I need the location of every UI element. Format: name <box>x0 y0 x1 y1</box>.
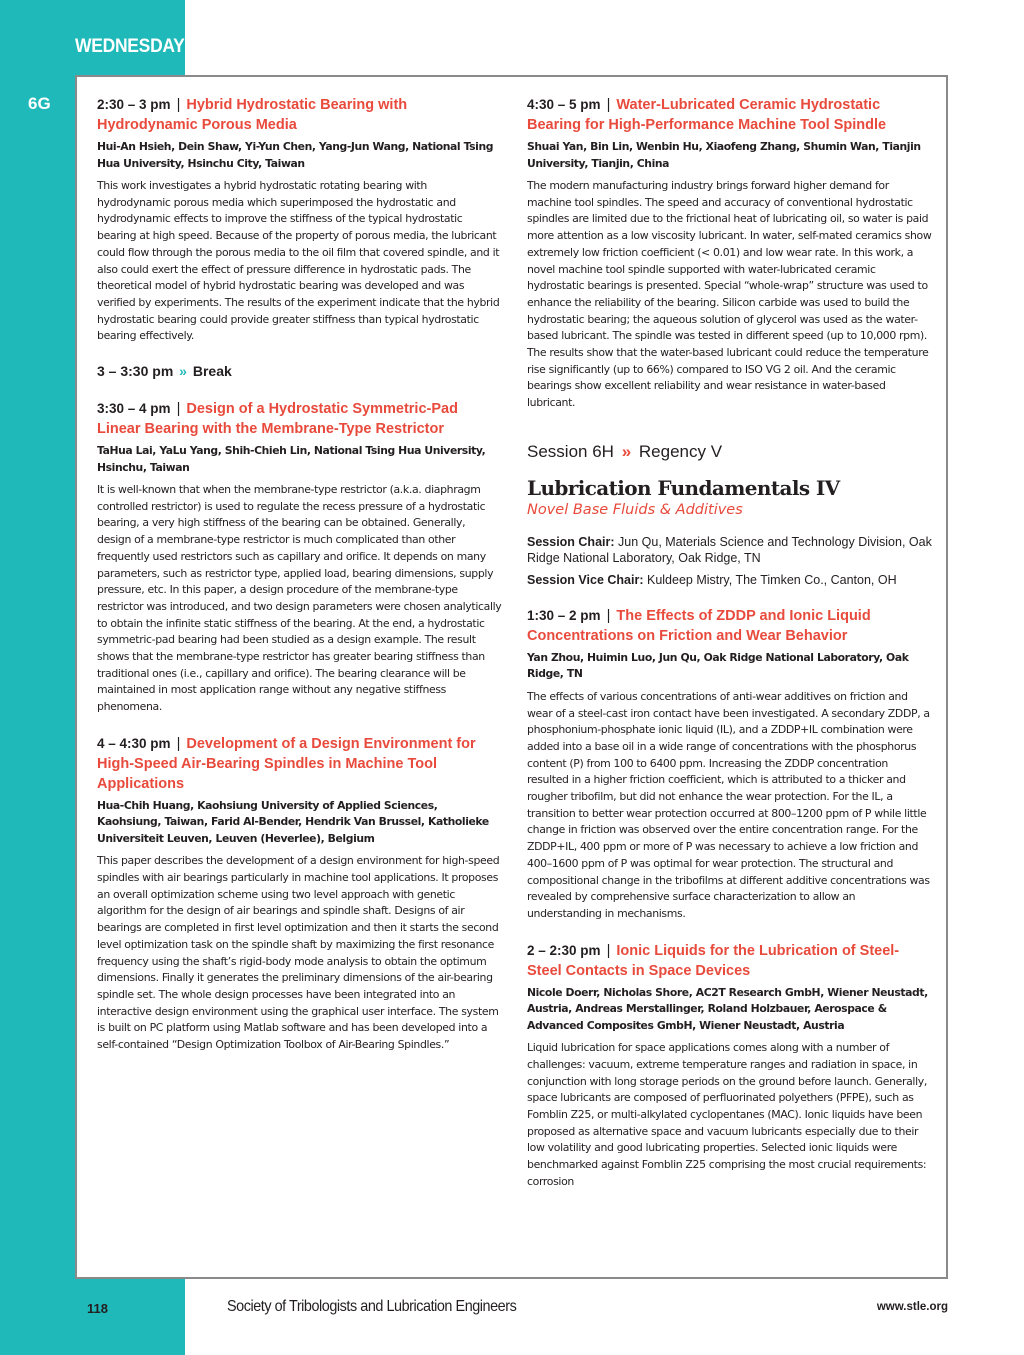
talk-title: Hybrid Hydrostatic Bearing with Hydrodynamic Porous Media <box>97 97 408 133</box>
session-prefix: Session <box>527 441 588 461</box>
vice-chair-name: Kuldeep Mistry, The Timken Co., Canton, OH <box>646 572 897 587</box>
separator: | <box>606 97 611 113</box>
left-column <box>97 95 502 1072</box>
organization-name: Society of Tribologists and Lubrication Engineers <box>227 1298 517 1315</box>
separator: | <box>176 401 181 418</box>
vice-chair-label: Session Vice Chair: <box>527 572 644 587</box>
session-chairs <box>527 534 932 588</box>
double-chevron-icon: » <box>621 441 632 461</box>
talk-heading <box>97 734 502 794</box>
talk-heading <box>527 941 932 981</box>
talk-abstract: The modern manufacturing industry brings forward higher demand for machine tool spindles. The speed and accuracy of conventional hydrostatic spindles are limited due to the frictional heat of lubricating oil, so water is paid more attention as a low viscosity lubricant. In water, self-mated ceramics show extremely low friction coefficient (< 0.01) and low wear rate. In this work, a novel machine tool spindle supported with water-lubricated ceramic hydrostatic bearings is presented. Special “whole-wrap” structure was used to enhance the reliability of the bearing. Silicon carbide was used to build the hydrostatic bearing; the aqueous solution of glycerol was used as the water-based lubricant. The spindle was tested in different speed (up to 10,000 rpm). The results show that the water-based lubricant could reduce the temperature rise significantly (up to 66%) compared to ISO VG 2 oil. And the ceramic bearings show excellent reliability and wear resistance in water-based lubricant. <box>527 179 932 410</box>
talk-time: 4 – 4:30 pm <box>97 735 171 751</box>
talk-title: Water-Lubricated Ceramic Hydrostatic Bearing for High-Performance Machine Tool Spindle <box>527 97 887 133</box>
talk-time: 1:30 – 2 pm <box>527 607 601 623</box>
website-link[interactable]: www.stle.org <box>876 1301 948 1313</box>
talk-title: Design of a Hydrostatic Symmetric-Pad Linear Bearing with the Membrane-Type Restrictor <box>97 401 458 438</box>
talk-3 <box>97 734 502 1054</box>
talk-4 <box>527 95 932 412</box>
talk-authors: Shuai Yan, Bin Lin, Wenbin Hu, Xiaofeng Zhang, Shumin Wan, Tianjin University, Tianjin, China <box>527 140 921 170</box>
separator: | <box>606 942 611 959</box>
talk-title: Development of a Design Environment for High-Speed Air-Bearing Spindles in Machine Tool Applications <box>97 735 476 792</box>
break-entry <box>97 363 502 379</box>
talk-title: The Effects of ZDDP and Ionic Liquid Concentrations on Friction and Wear Behavior <box>527 607 871 644</box>
talk-heading <box>97 95 502 135</box>
double-chevron-icon: » <box>179 363 187 380</box>
talk-6 <box>527 941 932 1191</box>
break-time: 3 – 3:30 pm <box>97 363 174 380</box>
talk-title: Ionic Liquids for the Lubrication of Steel-Steel Contacts in Space Devices <box>527 942 900 979</box>
talk-authors: TaHua Lai, YaLu Yang, Shih-Chieh Lin, National Tsing Hua University, Hsinchu, Taiwan <box>97 444 486 474</box>
talk-time: 4:30 – 5 pm <box>527 97 601 112</box>
session-subtitle: Novel Base Fluids & Additives <box>527 501 743 518</box>
talk-2 <box>97 399 502 716</box>
talk-authors: Nicole Doerr, Nicholas Shore, AC2T Research GmbH, Wiener Neustadt, Austria, Andreas Merstallinger, Roland Holzbauer, Aerospace & Advanced Composites GmbH, Wiener Neustadt, Austria <box>527 985 928 1032</box>
talk-authors: Hui-An Hsieh, Dein Shaw, Yi-Yun Chen, Yang-Jun Wang, National Tsing Hua University, Hsinchu City, Taiwan <box>97 140 494 170</box>
session-vice-chair <box>527 572 932 588</box>
talk-time: 2:30 – 3 pm <box>97 97 171 112</box>
session-chair <box>527 534 932 566</box>
talk-abstract: It is well-known that when the membrane-type restrictor (a.k.a. diaphragm controlled restrictor) is used to regulate the recess pressure of a hydrostatic bearing, a very high stiffness of the bearing can be obtained. Generally, design of a membrane-type restrictor is much complicated than other frequently used restrictors such as capillary and orifice. It depends on many parameters, such as restrictor type, applied load, bearing dimensions, supply pressure, etc. In this paper, a design procedure of the membrane-type restrictor was introduced, and two design parameters were chosen analytically to obtain the infinite static stiffness of the bearing. At the end, a hydrostatic symmetric-pad bearing had been studied as a design example. The result shows that the membrane-type restrictor has greater bearing stiffness than traditional ones (i.e., capillary and orifice). The bearing clearance will be maintained in most application range without any negative stiffness phenomena. <box>97 483 502 714</box>
session-code-6g: 6G <box>28 94 51 113</box>
talk-1 <box>97 95 502 345</box>
separator: | <box>176 735 181 752</box>
session-room: Regency V <box>638 441 723 461</box>
page-footer <box>75 1296 948 1320</box>
separator: | <box>606 607 611 624</box>
talk-heading <box>97 399 502 439</box>
talk-heading <box>527 95 932 135</box>
talk-abstract: This work investigates a hybrid hydrostatic rotating bearing with hydrodynamic porous media which superimposed the hydrostatic and hydrodynamic effects to improve the stiffness of the typical hydrostatic bearing at high speed. Because of the property of porous media, the lubricant could flow through the porous media to the oil film that covered spindle, and it also could exert the effect of pressure difference in hydrostatic pads. The theoretical model of hybrid hydrostatic bearing was developed and was verified by experiments. The results of the experiment indicate that the hybrid hydrostatic bearing could provide greater stiffness than typical hydrostatic bearing effectively. <box>97 179 500 343</box>
day-label: WEDNESDAY <box>75 36 185 57</box>
separator: | <box>176 97 181 113</box>
talk-abstract: The effects of various concentrations of anti-wear additives on friction and wear of a steel-cast iron contact have been investigated. A secondary ZDDP, a phosphonium-phosphate ionic liquid (IL), and a ZDDP+IL combination were added into a base oil in a wide range of concentrations with the phosphorus content (P) from 100 to 6400 ppm. Increasing the ZDDP concentration resulted in a higher friction coefficient, which is attributed to a thicker and rougher tribofilm, but did not enhance the wear protection. For the IL, a transition to better wear protection occurred at 800–1200 ppm of P while little change in friction was observed over the entire concentration range. For the ZDDP+IL, 400 ppm or more of P was necessary to achieve a low friction and 400–1600 ppm of P was optimal for wear protection. The structural and compositional change in the tribofilms at different additive concentrations was revealed by comprehensive surface characterization to allow an understanding in mechanisms. <box>527 689 930 920</box>
talk-abstract: Liquid lubrication for space applications comes along with a number of challenges: vacuum, extreme temperature ranges and radiation in space, in conjunction with long storage periods on the ground before launch. Generally, space lubricants are composed of perfluorinated polyethers (PFPE), such as Fomblin Z25, or multi-alkylated cyclopentanes (MAC). Ionic liquids have been proposed as alternative space and vacuum lubricants especially due to their low volatility and good lubricating properties. Selected ionic liquids were benchmarked against Fomblin Z25 comprising the most crucial requirements: corrosion <box>527 1041 927 1188</box>
talk-abstract: This paper describes the development of a design environment for high-speed spindles with air bearings particularly in machine tool applications. It proposes an overall optimization scheme using two level approach with genetic algorithm for the design of air bearings and spindle shaft. Designs of air bearings are completed in first level optimization and then it starts the second level optimization task on the spindle shaft by maximizing the first resonance frequency using the shaft’s rigid-body mode analysis to obtain the optimum dimensions. Finally it generates the preliminary dimensions of the air-bearing spindle set. The whole design processes have been integrated into an interactive design environment using the graphical user interface. The system is built on PC platform using Matlab software and has been developed into a self-contained “Design Optimization Toolbox of Air-Bearing Spindles.” <box>97 854 500 1052</box>
talk-time: 2 – 2:30 pm <box>527 942 601 958</box>
talk-heading <box>527 606 932 646</box>
right-column <box>527 95 932 1209</box>
session-6h-header <box>527 442 932 462</box>
session-title: Lubrication Fundamentals IV <box>527 475 840 500</box>
talk-5 <box>527 606 932 923</box>
chair-label: Session Chair: <box>527 534 615 549</box>
talk-time: 3:30 – 4 pm <box>97 401 171 417</box>
program-panel <box>75 75 948 1279</box>
chair-name: Jun Qu, Materials Science and Technology Division, Oak Ridge National Laboratory, Oak Ridge, TN <box>527 534 932 565</box>
talk-authors: Hua-Chih Huang, Kaohsiung University of Applied Sciences, Kaohsiung, Taiwan, Farid Al-Bender, Hendrik Van Brussel, Katholieke Universiteit Leuven, Leuven (Heverlee), Belgium <box>97 798 489 845</box>
break-label: Break <box>192 363 232 380</box>
page-number: 118 <box>87 1301 108 1316</box>
session-code-6h: 6H <box>592 441 614 461</box>
talk-authors: Yan Zhou, Huimin Luo, Jun Qu, Oak Ridge National Laboratory, Oak Ridge, TN <box>527 650 909 681</box>
